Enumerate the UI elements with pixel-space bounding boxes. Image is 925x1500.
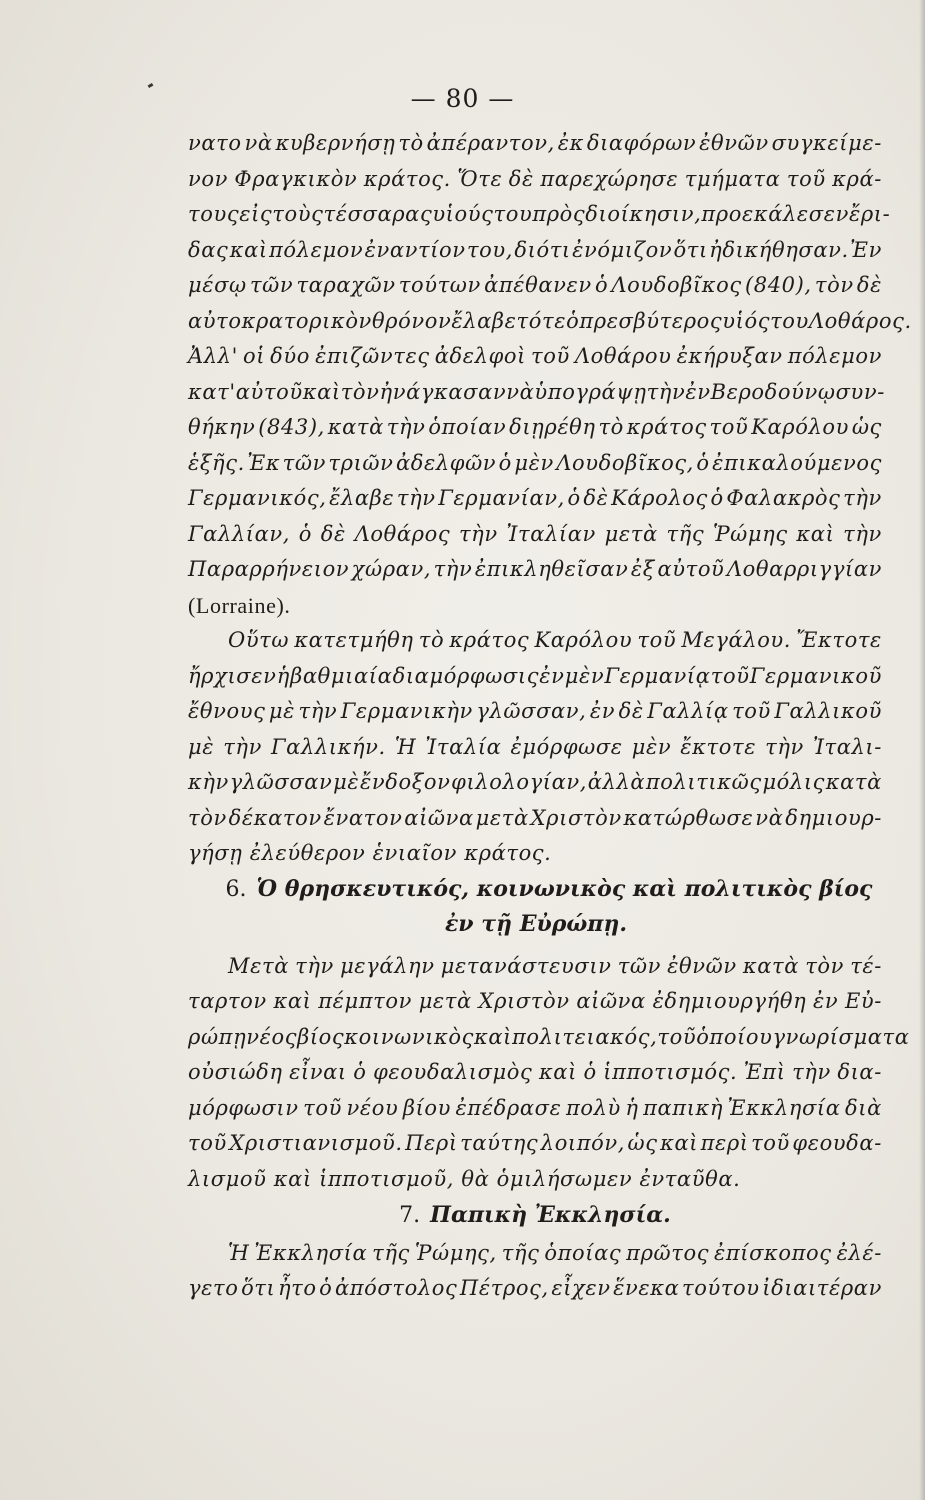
text-line: οὐσιώδη εἶναι ὁ φεουδαλισμὸς καὶ ὁ ἱπποτισμός. Ἐπὶ τὴν δια- <box>188 1060 882 1084</box>
text-line: ταρτον καὶ πέμπτον μετὰ Χριστὸν αἰῶνα ἐδημιουργήθη ἐν Εὐ- <box>188 989 882 1013</box>
paragraph-1 <box>188 126 912 623</box>
text-line: τὸν δέκατον ἔνατον αἰῶνα μετὰ Χριστὸν κατώρθωσε νὰ δημιουρ- <box>188 805 882 830</box>
section-6-title-line-1: Ὁ θρησκευτικός, κοινωνικὸς καὶ πολιτικὸς βίος <box>256 875 873 902</box>
text-line: κατ'αὐτοῦ καὶ τὸν ἠνάγκασαν νὰ ὑπογράψῃ τὴν ἐν Βεροδούνῳ συν- <box>188 379 885 404</box>
paragraph-4 <box>188 1236 882 1307</box>
section-7-heading <box>188 1198 882 1234</box>
paragraph-2 <box>188 623 882 872</box>
text-line: μόρφωσιν τοῦ νέου βίου ἐπέδρασε πολὺ ἡ παπικὴ Ἐκκλησία διὰ <box>188 1095 882 1120</box>
text-line: ἑξῆς. Ἐκ τῶν τριῶν ἀδελφῶν ὁ μὲν Λουδοβῖκος, ὁ ἐπικαλούμενος <box>188 450 882 475</box>
scan-edge-shadow <box>919 0 925 1500</box>
page-number: — 80 — <box>410 84 515 113</box>
section-6-title-line-2: ἐν τῇ Εὐρώπῃ. <box>444 911 628 937</box>
text-line: Παραρρήνειον χώραν, τὴν ἐπικληθεῖσαν ἐξ αὐτοῦ Λοθαρριγγίαν <box>188 557 882 581</box>
text-line: Γερμανικός, ἔλαβε τὴν Γερμανίαν, ὁ δὲ Κάρολος ὁ Φαλακρὸς τὴν <box>188 486 882 510</box>
text-line: νον Φραγκικὸν κράτος. Ὅτε δὲ παρεχώρησε τμήματα τοῦ κρά- <box>188 166 882 191</box>
text-line: κὴν γλῶσσαν μὲ ἔνδοξον φιλολογίαν, ἀλλὰ πολιτικῶς μόλις κατὰ <box>188 770 882 794</box>
text-line: ρώπῃ νέος βίος κοινωνικὸς καὶ πολιτειακός, τοῦ ὁποίου γνωρίσματα <box>188 1024 910 1049</box>
section-7-number: 7. <box>399 1203 421 1228</box>
body-text <box>188 126 912 1307</box>
text-line: δας καὶ πόλεμον ἐναντίον του, διότι ἐνόμιζον ὅτι ἠδικήθησαν. Ἐν <box>188 237 882 262</box>
text-line: Μετὰ τὴν μεγάλην μετανάστευσιν τῶν ἐθνῶν κατὰ τὸν τέ- <box>228 953 882 978</box>
text-line: ἔθνους μὲ τὴν Γερμανικὴν γλῶσσαν, ἐν δὲ Γαλλίᾳ τοῦ Γαλλικοῦ <box>188 699 882 723</box>
section-6-heading-cont <box>188 907 882 943</box>
text-line: γετο ὅτι ἦτο ὁ ἀπόστολος Πέτρος, εἶχεν ἕνεκα τούτου ἰδιαιτέραν <box>188 1276 882 1300</box>
text-line: νατο νὰ κυβερνήσῃ τὸ ἀπέραντον, ἐκ διαφόρων ἐθνῶν συγκείμε- <box>188 131 882 155</box>
text-line: μὲ τὴν Γαλλικήν. Ἡ Ἰταλία ἐμόρφωσε μὲν ἔκτοτε τὴν Ἰταλι- <box>188 734 882 759</box>
text-line: ἤρχισεν ἡ βαθμιαία διαμόρφωσις ἐν μὲν Γερμανίᾳ τοῦ Γερμανικοῦ <box>188 663 882 688</box>
section-6-number: 6. <box>225 876 247 902</box>
text-line: Γαλλίαν, ὁ δὲ Λοθάρος τὴν Ἰταλίαν μετὰ τῆς Ῥώμης καὶ τὴν <box>188 521 882 546</box>
text-line: αὐτοκρατορικὸν θρόνον ἔλαβε τότε ὁ πρεσβύτερος υἱός του Λοθάρος. <box>188 308 912 333</box>
text-line: Ἡ Ἐκκλησία τῆς Ῥώμης, τῆς ὁποίας πρῶτος ἐπίσκοπος ἐλέ- <box>228 1240 882 1265</box>
text-line: (Lorraine). <box>188 592 291 618</box>
text-line: τους εἰς τοὺς τέσσαρας υἱούς του πρὸς διοίκησιν, προεκάλεσεν ἔρι- <box>188 202 891 226</box>
text-line: θήκην (843), κατὰ τὴν ὁποίαν διῃρέθη τὸ κράτος τοῦ Καρόλου ὡς <box>188 415 882 439</box>
text-line: τοῦ Χριστιανισμοῦ. Περὶ ταύτης λοιπόν, ὡς καὶ περὶ τοῦ φεουδα- <box>188 1131 882 1155</box>
paragraph-3 <box>188 949 910 1198</box>
text-line: Οὕτω κατετμήθη τὸ κράτος Καρόλου τοῦ Μεγάλου. Ἔκτοτε <box>228 628 882 652</box>
text-line: μέσῳ τῶν ταραχῶν τούτων ἀπέθανεν ὁ Λουδοβῖκος (840), τὸν δὲ <box>188 273 882 297</box>
text-line: λισμοῦ καὶ ἱπποτισμοῦ, θὰ ὁμιλήσωμεν ἐνταῦθα. <box>188 1166 741 1191</box>
text-line: γήσῃ ἐλεύθερον ἑνιαῖον κράτος. <box>188 841 552 865</box>
text-line: Ἀλλ' οἱ δύο ἐπιζῶντες ἀδελφοὶ τοῦ Λοθάρου ἐκήρυξαν πόλεμον <box>188 344 882 368</box>
section-6-heading <box>188 872 882 908</box>
section-7-title: Παπικὴ Ἐκκλησία. <box>430 1202 671 1228</box>
